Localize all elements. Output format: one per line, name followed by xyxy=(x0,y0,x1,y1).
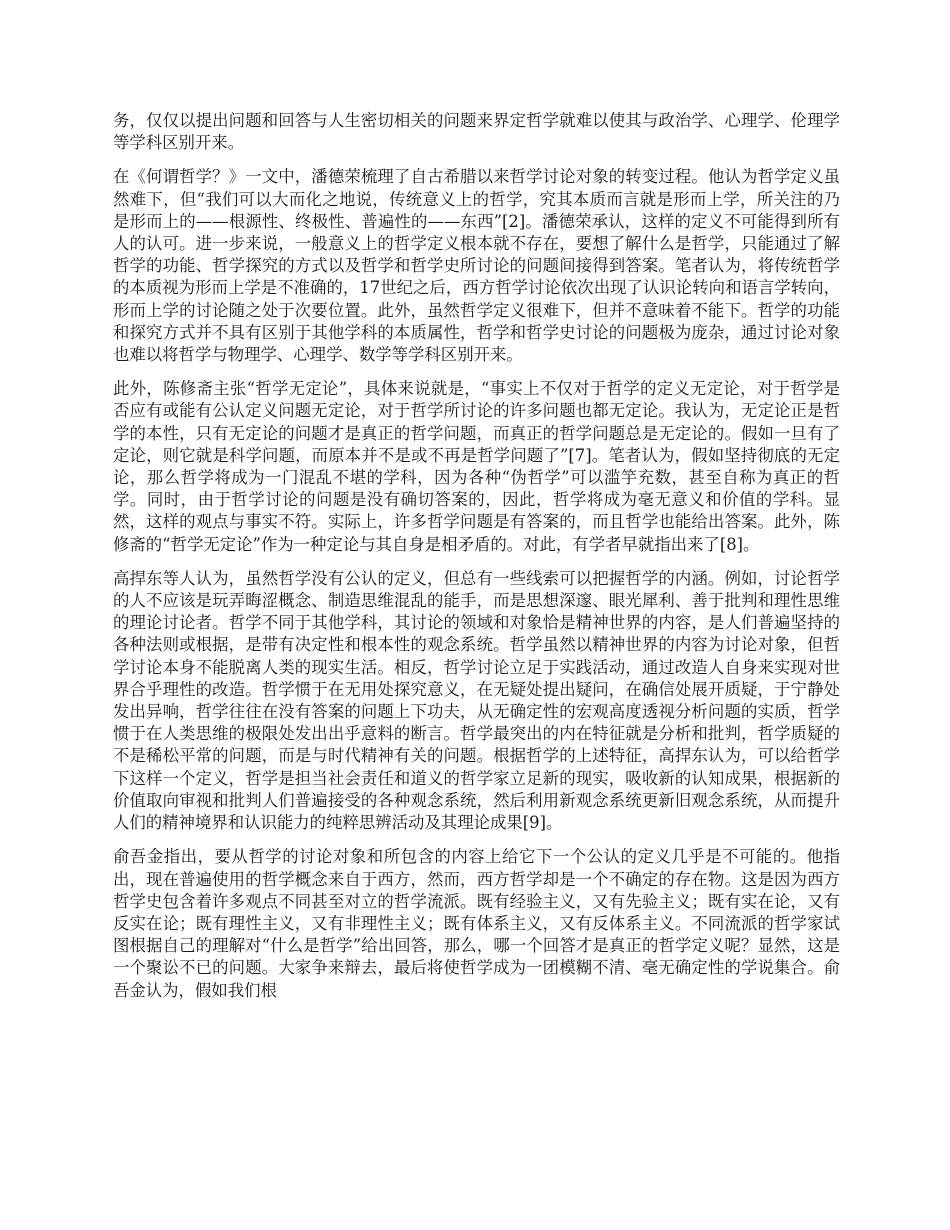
paragraph-3: 此外，陈修斋主张“哲学无定论”，具体来说就是，“事实上不仅对于哲学的定义无定论，对于哲学是否应有或能有公认定义问题无定论，对于哲学所讨论的许多问题也都无定论。我认为，无定论正是哲学的本性，只有无定论的问题才是真正的哲学问题，而真正的哲学问题总是无定论的。假如一旦有了定论，则它就是科学问题，而原本并不是或不再是哲学问题了”[7]。笔者认为，假如坚持彻底的无定论，那么哲学将成为一门混乱不堪的学科，因为各种“伪哲学”可以滥竽充数，甚至自称为真正的哲学。同时，由于哲学讨论的问题是没有确切答案的，因此，哲学将成为毫无意义和价值的学科。显然，这样的观点与事实不符。实际上，许多哲学问题是有答案的，而且哲学也能给出答案。此外，陈修斋的“哲学无定论”作为一种定论与其自身是相矛盾的。对此，有学者早就指出来了[8]。 xyxy=(113,379,840,554)
paragraph-2: 在《何谓哲学？》一文中，潘德荣梳理了自古希腊以来哲学讨论对象的转变过程。他认为哲学定义虽然难下，但“我们可以大而化之地说，传统意义上的哲学，究其本质而言就是形而上学，所关注的乃是形而上的——根源性、终极性、普遍性的——东西”[2]。潘德荣承认，这样的定义不可能得到所有人的认可。进一步来说，一般意义上的哲学定义根本就不存在，要想了解什么是哲学，只能通过了解哲学的功能、哲学探究的方式以及哲学和哲学史所讨论的问题间接得到答案。笔者认为，将传统哲学的本质视为形而上学是不准确的，17世纪之后，西方哲学讨论依次出现了认识论转向和语言学转向，形而上学的讨论随之处于次要位置。此外，虽然哲学定义很难下，但并不意味着不能下。哲学的功能和探究方式并不具有区别于其他学科的本质属性，哲学和哲学史讨论的问题极为庞杂，通过讨论对象也难以将哲学与物理学、心理学、数学等学科区别开来。 xyxy=(113,167,840,365)
document-body xyxy=(113,110,840,1014)
paragraph-4: 高捍东等人认为，虽然哲学没有公认的定义，但总有一些线索可以把握哲学的内涵。例如，讨论哲学的人不应该是玩弄晦涩概念、制造思维混乱的能手，而是思想深邃、眼光犀利、善于批判和理性思维的理论讨论者。哲学不同于其他学科，其讨论的领域和对象恰是精神世界的内容，是人们普遍坚持的各种法则或根据，是带有决定性和根本性的观念系统。哲学虽然以精神世界的内容为讨论对象，但哲学讨论本身不能脱离人类的现实生活。相反，哲学讨论立足于实践活动，通过改造人自身来实现对世界合乎理性的改造。哲学惯于在无用处探究意义，在无疑处提出疑问，在确信处展开质疑，于宁静处发出异响，哲学往往在没有答案的问题上下功夫，从无确定性的宏观高度透视分析问题的实质，哲学惯于在人类思维的极限处发出出乎意料的断言。哲学最突出的内在特征就是分析和批判，哲学质疑的不是稀松平常的问题，而是与时代精神有关的问题。根据哲学的上述特征，高捍东认为，可以给哲学下这样一个定义，哲学是担当社会责任和道义的哲学家立足新的现实，吸收新的认知成果，根据新的价值取向审视和批判人们普遍接受的各种观念系统，然后利用新观念系统更新旧观念系统，从而提升人们的精神境界和认识能力的纯粹思辨活动及其理论成果[9]。 xyxy=(113,568,840,833)
paragraph-1: 务，仅仅以提出问题和回答与人生密切相关的问题来界定哲学就难以使其与政治学、心理学、伦理学等学科区别开来。 xyxy=(113,111,840,153)
paragraph-5: 俞吾金指出，要从哲学的讨论对象和所包含的内容上给它下一个公认的定义几乎是不可能的。他指出，现在普遍使用的哲学概念来自于西方，然而，西方哲学却是一个不确定的存在物。这是因为西方哲学史包含着许多观点不同甚至对立的哲学流派。既有经验主义，又有先验主义；既有实在论，又有反实在论；既有理性主义，又有非理性主义；既有体系主义，又有反体系主义。不同流派的哲学家试图根据自己的理解对“什么是哲学”给出回答，那么，哪一个回答才是真正的哲学定义呢？显然，这是一个聚讼不已的问题。大家争来辩去，最后将使哲学成为一团模糊不清、毫无确定性的学说集合。俞吾金认为，假如我们根 xyxy=(113,847,840,1000)
